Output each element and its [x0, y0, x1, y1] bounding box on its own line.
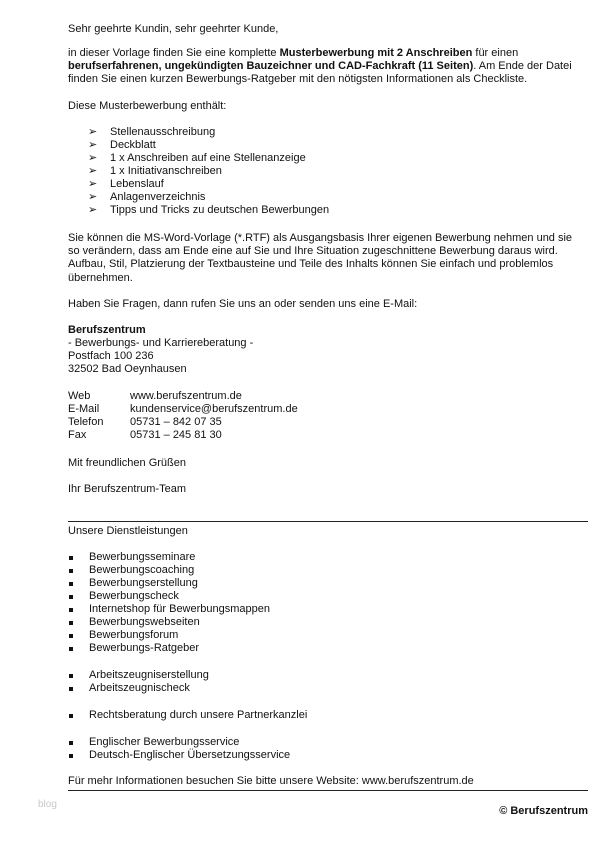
intro-text-1: in dieser Vorlage finden Sie eine komplette [68, 47, 280, 59]
square-bullet-icon [69, 687, 73, 691]
service-item: Deutsch-Englischer Übersetzungsservice [89, 749, 291, 761]
greeting: Sehr geehrte Kundin, sehr geehrter Kunde, [68, 23, 279, 35]
square-bullet-icon [69, 674, 73, 678]
square-bullet-icon [69, 634, 73, 638]
contact-label-phone: Telefon [68, 416, 104, 428]
square-bullet-icon [69, 595, 73, 599]
arrow-bullet-icon: ➢ [88, 165, 98, 177]
contact-label-fax: Fax [68, 429, 87, 441]
contact-label-email: E-Mail [68, 403, 100, 415]
service-item: Arbeitszeugniserstellung [89, 669, 209, 681]
contents-item: 1 x Anschreiben auf eine Stellenanzeige [110, 152, 306, 164]
questions-line: Haben Sie Fragen, dann rufen Sie uns an oder senden uns eine E-Mail: [68, 298, 418, 310]
arrow-bullet-icon: ➢ [88, 152, 98, 164]
service-item: Arbeitszeugnischeck [89, 682, 190, 694]
service-item: Rechtsberatung durch unsere Partnerkanzlei [89, 709, 308, 721]
contents-item: Tipps und Tricks zu deutschen Bewerbungen [110, 204, 330, 216]
arrow-bullet-icon: ➢ [88, 178, 98, 190]
arrow-bullet-icon: ➢ [88, 191, 98, 203]
square-bullet-icon [69, 569, 73, 573]
square-bullet-icon [69, 556, 73, 560]
city: 32502 Bad Oeynhausen [68, 363, 187, 375]
template-paragraph: Sie können die MS-Word-Vorlage (*.RTF) als Ausgangsbasis Ihrer eigenen Bewerbung nehmen und sie so verändern, dass am Ende eine auf Sie und Ihre Situation zugeschnittene Bewerbung daraus wird. Aufbau, Stil, Platzierung der Textbausteine und Teile des Inhalts können Sie einfach und problemlos übernehmen. [68, 232, 573, 284]
more-info-line: Für mehr Informationen besuchen Sie bitte unsere Website: www.berufszentrum.de [68, 775, 474, 787]
contact-web-link[interactable]: www.berufszentrum.de [130, 390, 242, 402]
square-bullet-icon [69, 582, 73, 586]
square-bullet-icon [69, 608, 73, 612]
contents-item: 1 x Initiativanschreiben [110, 165, 222, 177]
intro-paragraph [68, 47, 580, 87]
square-bullet-icon [69, 647, 73, 651]
intro-text-3: . Am Ende der Datei finden Sie einen kurzen Bewerbungs-Ratgeber mit den nötigsten Informationen als Checkliste. [68, 60, 572, 86]
square-bullet-icon [69, 741, 73, 745]
arrow-bullet-icon: ➢ [88, 126, 98, 138]
intro-bold-1: Musterbewerbung mit 2 Anschreiben [279, 47, 473, 59]
postbox: Postfach 100 236 [68, 350, 154, 362]
company-name: Berufszentrum [68, 324, 146, 336]
signature: Ihr Berufszentrum-Team [68, 483, 186, 495]
company-subtitle: - Bewerbungs- und Karriereberatung - [68, 337, 254, 349]
intro-text-2: für einen [472, 47, 519, 59]
divider [68, 521, 588, 522]
service-item: Bewerbungswebseiten [89, 616, 200, 628]
contents-item: Deckblatt [110, 139, 156, 151]
service-item: Bewerbungs-Ratgeber [89, 642, 200, 654]
contents-item: Stellenausschreibung [110, 126, 216, 138]
contents-item: Lebenslauf [110, 178, 164, 190]
watermark: blog [38, 799, 57, 810]
intro-bold-2: berufserfahrenen, ungekündigten Bauzeichner und CAD-Fachkraft (11 Seiten) [68, 60, 474, 73]
service-item: Bewerbungscoaching [89, 564, 195, 576]
contact-email-link[interactable]: kundenservice@berufszentrum.de [130, 403, 298, 415]
arrow-bullet-icon: ➢ [88, 139, 98, 151]
footer-divider [68, 790, 588, 791]
service-item: Bewerbungscheck [89, 590, 179, 602]
closing: Mit freundlichen Grüßen [68, 457, 186, 469]
square-bullet-icon [69, 621, 73, 625]
square-bullet-icon [69, 754, 73, 758]
service-item: Bewerbungsforum [89, 629, 179, 641]
square-bullet-icon [69, 714, 73, 718]
contact-label-web: Web [68, 390, 91, 402]
service-item: Bewerbungserstellung [89, 577, 198, 589]
service-item: Bewerbungsseminare [89, 551, 196, 563]
service-item: Internetshop für Bewerbungsmappen [89, 603, 271, 615]
copyright: © Berufszentrum [499, 805, 588, 817]
services-heading: Unsere Dienstleistungen [68, 525, 188, 537]
contact-phone-value: 05731 – 842 07 35 [130, 416, 222, 428]
arrow-bullet-icon: ➢ [88, 204, 98, 216]
contact-fax-value: 05731 – 245 81 30 [130, 429, 222, 441]
contents-heading: Diese Musterbewerbung enthält: [68, 100, 227, 112]
service-item: Englischer Bewerbungsservice [89, 736, 240, 748]
contents-item: Anlagenverzeichnis [110, 191, 206, 203]
